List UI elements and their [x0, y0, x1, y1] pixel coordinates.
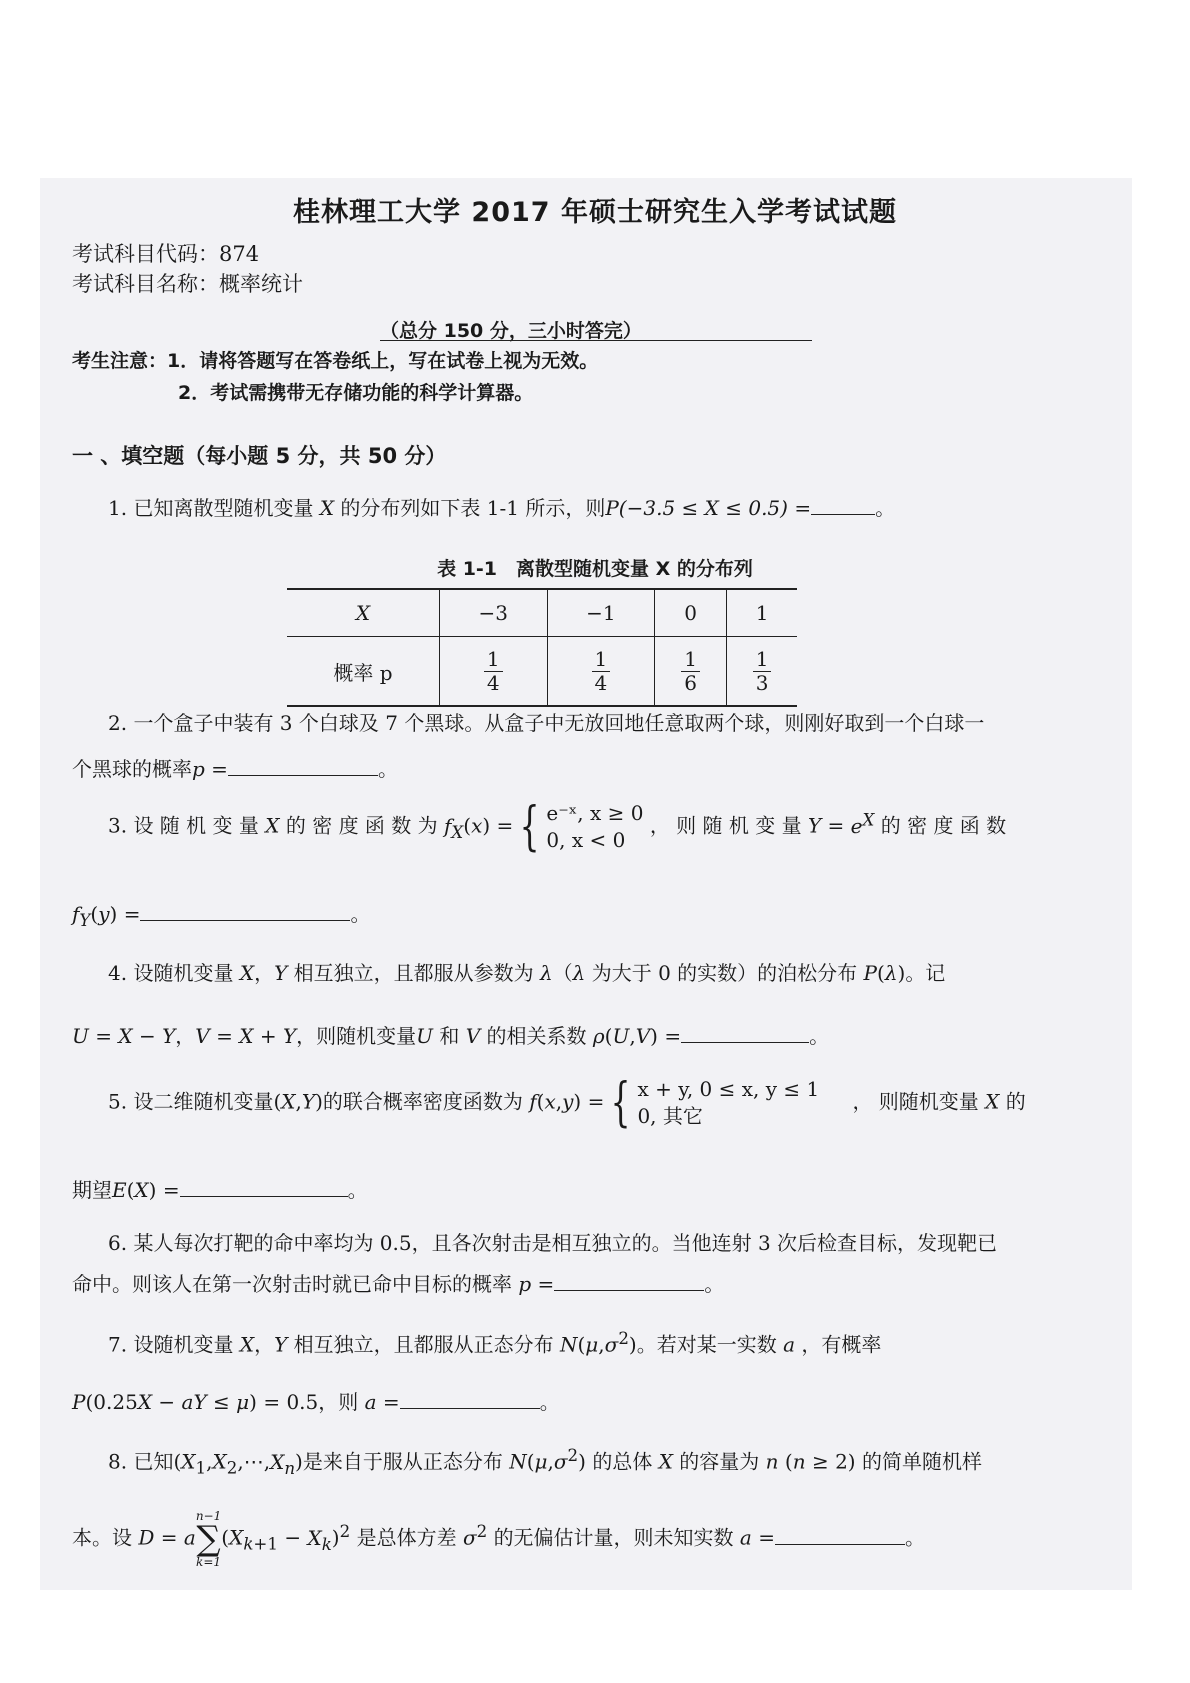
question-2-cont: 个黑球的概率p = 。 — [72, 757, 398, 781]
table-header-cell: −1 — [547, 589, 655, 637]
question-4: 4. 设随机变量 X，Y 相互独立，且都服从参数为 λ（λ 为大于 0 的实数）的泊松分布 P(λ)。记 — [108, 961, 946, 985]
table-header-cell: X — [287, 589, 440, 637]
question-1: 1. 已知离散型随机变量 X 的分布列如下表 1-1 所示，则P(−3.5 ≤ X ≤ 0.5) = 。 — [108, 496, 896, 520]
question-4-cont: U = X − Y，V = X + Y，则随机变量U 和 V 的相关系数 ρ(U,V) = 。 — [72, 1024, 830, 1048]
distribution-table — [287, 588, 797, 707]
question-8-cont: 本。设 D = a n−1 ∑ k=1 $(X_{k+1} - X_k)^2$ 是总体方差 $\sigma^2$ 的无偏估计量，则未知实数 a = 。 — [72, 1509, 925, 1569]
question-7: 7. 设随机变量 X，Y 相互独立，且都服从正态分布 $N(\mu,\sigma^2)$。若对某一实数 a ，有概率 — [108, 1329, 882, 1357]
table-cell: $\frac{1}{6}$ — [655, 637, 727, 707]
question-8: 8. 已知$(X_1,X_2,\cdots,X_n)$是来自于服从正态分布 $N(\mu,\sigma^2)$ 的总体 X 的容量为 n (n ≥ 2) 的简单随机样 — [108, 1446, 982, 1478]
question-3-cont: $f_Y(y)$ = 。 — [72, 902, 371, 930]
answer-blank[interactable] — [228, 755, 378, 776]
total-score: （总分 150 分，三小时答完） — [380, 320, 642, 342]
question-3: 3. 设 随 机 变 量 X 的 密 度 函 数 为 $f_X(x)$ = { e⁻ˣ, x ≥ 0 0, x < 0 ， 则 随 机 变 量 $Y = e^X$ 的 密 度 函 数 — [108, 797, 1007, 857]
question-6: 6. 某人每次打靶的命中率均为 0.5，且各次射击是相互独立的。当他连射 3 次后检查目标，发现靶已 — [108, 1231, 998, 1255]
notice-1: 考生注意：1．请将答题写在答卷纸上，写在试卷上视为无效。 — [72, 350, 599, 372]
answer-blank[interactable] — [811, 494, 875, 515]
answer-blank[interactable] — [681, 1022, 809, 1043]
answer-blank[interactable] — [775, 1524, 905, 1545]
question-5-cont: 期望E(X) = 。 — [72, 1178, 368, 1202]
table-cell: $\frac{1}{3}$ — [727, 637, 797, 707]
notice-2: 2．考试需携带无存储功能的科学计算器。 — [178, 382, 534, 404]
table-caption: 表 1-1 离散型随机变量 X 的分布列 — [437, 558, 753, 580]
question-7-cont: P(0.25X − aY ≤ μ) = 0.5，则 a = 。 — [72, 1390, 560, 1414]
answer-blank[interactable] — [140, 900, 350, 921]
subject-name: 考试科目名称：概率统计 — [72, 272, 303, 296]
answer-blank[interactable] — [554, 1270, 704, 1291]
answer-blank[interactable] — [180, 1176, 348, 1197]
table-header-cell: 0 — [655, 589, 727, 637]
table-cell: $\frac{1}{4}$ — [547, 637, 655, 707]
exam-title: 桂林理工大学 2017 年硕士研究生入学考试试题 — [293, 197, 897, 228]
question-6-cont: 命中。则该人在第一次射击时就已命中目标的概率 p = 。 — [72, 1272, 725, 1296]
table-header-cell: 1 — [727, 589, 797, 637]
table-cell: $\frac{1}{4}$ — [440, 637, 548, 707]
answer-blank[interactable] — [400, 1388, 540, 1409]
question-2: 2. 一个盒子中装有 3 个白球及 7 个黑球。从盒子中无放回地任意取两个球，则刚好取到一个白球一 — [108, 711, 985, 735]
table-header-cell: −3 — [440, 589, 548, 637]
section-heading: 一 、填空题（每小题 5 分，共 50 分） — [72, 444, 447, 468]
table-row-label: 概率 p — [287, 637, 440, 707]
subject-code: 考试科目代码：874 — [72, 242, 260, 266]
question-5: 5. 设二维随机变量(X,Y)的联合概率密度函数为 f(x,y) = { x + y, 0 ≤ x, y ≤ 1 0, 其它， 则随机变量 X 的 — [108, 1073, 1026, 1133]
divider — [380, 340, 812, 341]
